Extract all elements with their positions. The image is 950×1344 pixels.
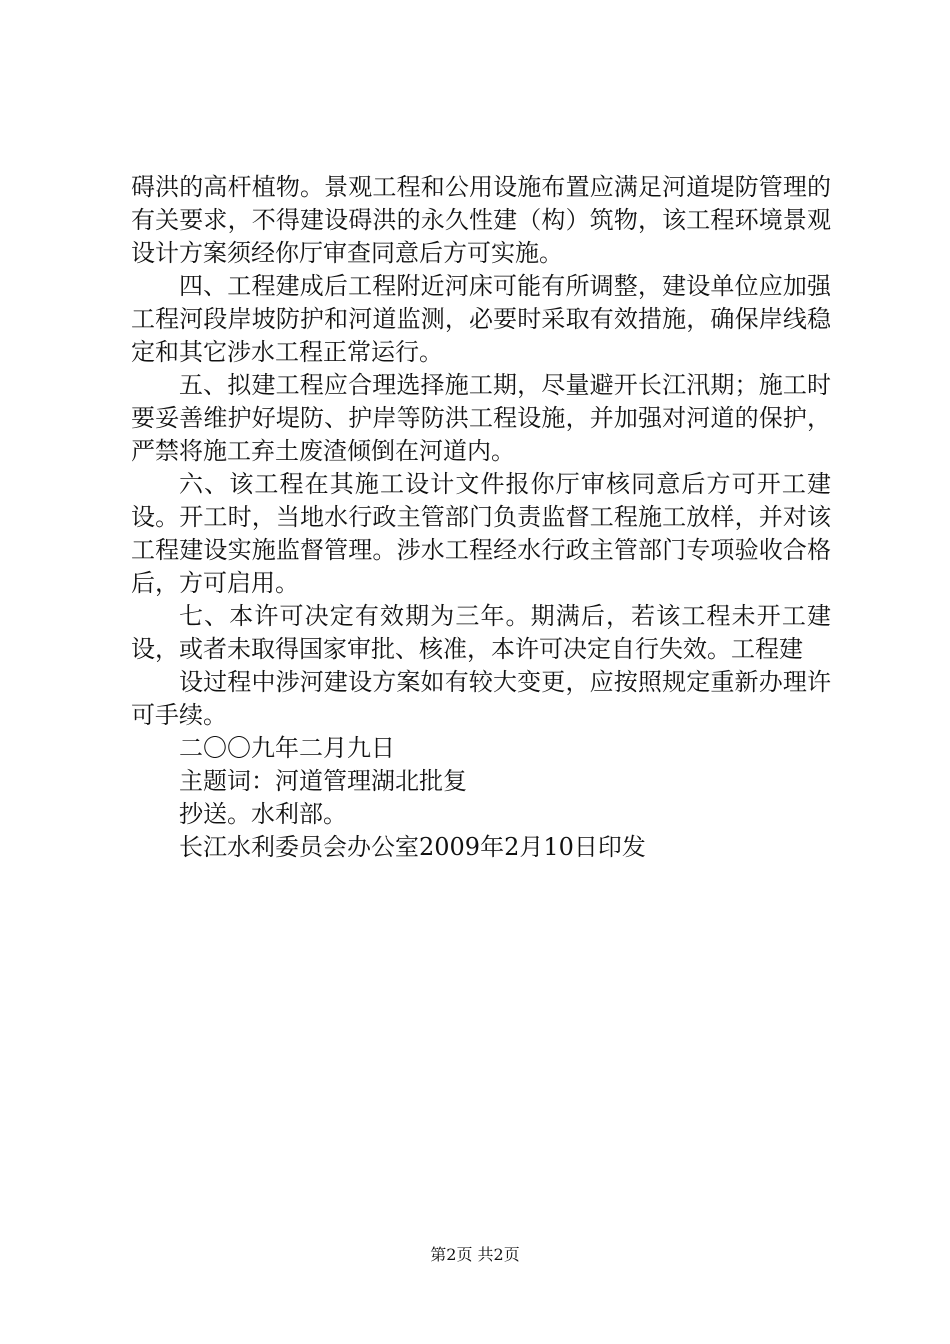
paragraph-item-6: 六、该工程在其施工设计文件报你厅审核同意后方可开工建设。开工时，当地水行政主管部门负责监督工程施工放样，并对该工程建设实施监督管理。涉水工程经水行政主管部门专项验收合格后，方可启用。 <box>131 470 831 597</box>
paragraph-item-5: 五、拟建工程应合理选择施工期，尽量避开长江汛期；施工时要妥善维护好堤防、护岸等防洪工程设施，并加强对河道的保护，严禁将施工弃土废渣倾倒在河道内。 <box>131 371 831 465</box>
document-body <box>131 171 831 864</box>
paragraph-item-4: 四、工程建成后工程附近河床可能有所调整，建设单位应加强工程河段岸坡防护和河道监测，必要时采取有效措施，确保岸线稳定和其它涉水工程正常运行。 <box>131 272 831 366</box>
page-footer: 第2页 共2页 <box>430 1245 520 1264</box>
paragraph-item-7: 七、本许可决定有效期为三年。期满后，若该工程未开工建设，或者未取得国家审批、核准，本许可决定自行失效。工程建 <box>131 602 831 663</box>
document-keywords: 主题词：河道管理湖北批复 <box>179 767 467 795</box>
paragraph-item-7-continued: 设过程中涉河建设方案如有较大变更，应按照规定重新办理许可手续。 <box>131 668 831 729</box>
document-date: 二〇〇九年二月九日 <box>179 734 395 762</box>
document-issuer: 长江水利委员会办公室2009年2月10日印发 <box>179 833 646 861</box>
paragraph-continuation: 碍洪的高杆植物。景观工程和公用设施布置应满足河道堤防管理的有关要求，不得建设碍洪的永久性建（构）筑物，该工程环境景观设计方案须经你厅审查同意后方可实施。 <box>131 173 831 267</box>
document-cc: 抄送。水利部。 <box>179 800 347 828</box>
